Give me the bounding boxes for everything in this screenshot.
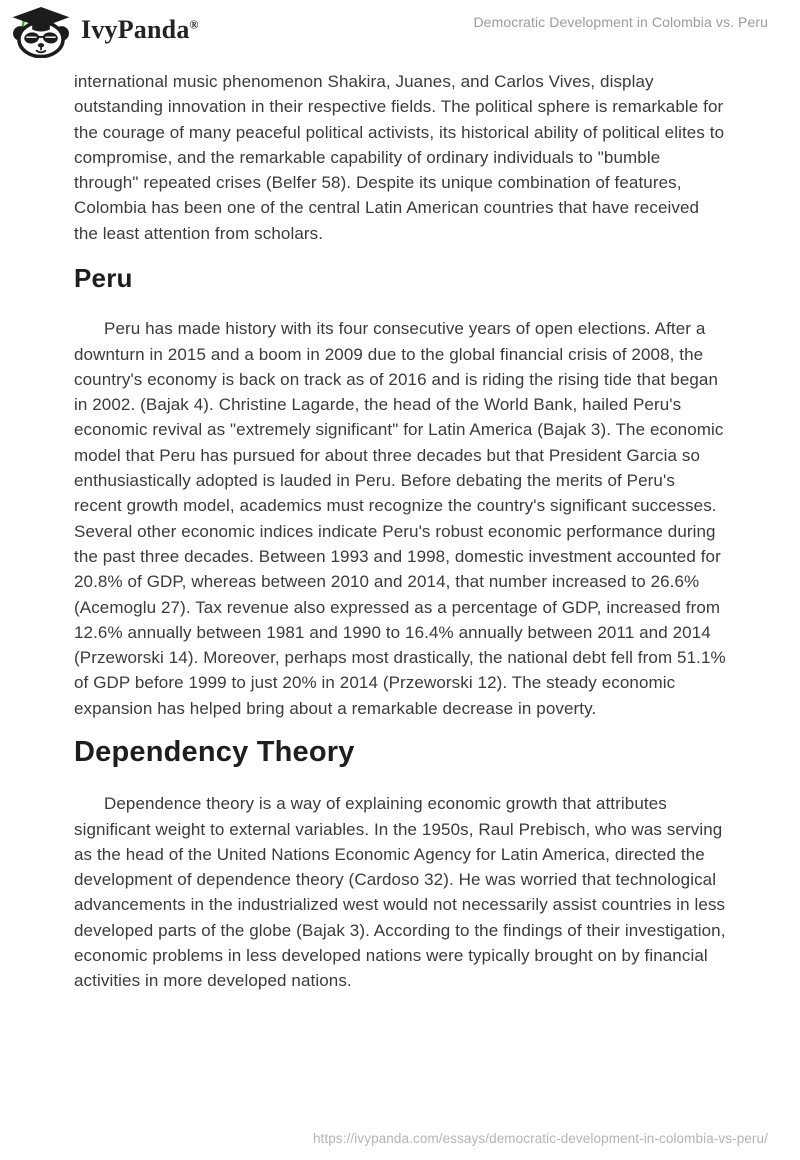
intro-paragraph: international music phenomenon Shakira, Juanes, and Carlos Vives, display outstanding innovation in their respective fields. The political sphere is remarkable for the courage of many peaceful political activists, its historical ability of political elites to compromise, and the remarkable capability of ordinary individuals to "bumble through" repeated crises (Belfer 58). Despite its unique combination of features, Colombia has been one of the central Latin American countries that have received the least attention from scholars. <box>74 72 725 243</box>
registered-trademark-symbol: ® <box>189 16 199 31</box>
section-heading-peru: Peru <box>74 263 133 294</box>
brand-name-text: IvyPanda <box>81 14 190 44</box>
document-title: Democratic Development in Colombia vs. Peru <box>473 14 768 30</box>
peru-paragraph: Peru has made history with its four consecutive years of open elections. After a downturn in 2015 and a boom in 2009 due to the global financial crisis of 2008, the country's economy is back on track as of 2016 and is riding the rising tide that began in 2002. (Bajak 4). Christine Lagarde, the head of the World Bank, hailed Peru's economic revival as "extremely significant" for Latin America (Bajak 3). The economic model that Peru has pursued for about three decades but that President Garcia so enthusiastically adopted is lauded in Peru. Before debating the merits of Peru's recent growth model, academics must recognize the country's significant successes. Several other economic indices indicate Peru's robust economic performance during the past three decades. Between 1993 and 1998, domestic investment accounted for 20.8% of GDP, whereas between 2010 and 2014, that number increased to 26.6% (Acemoglu 27). Tax revenue also expressed as a percentage of GDP, increased from 12.6% annually between 1981 and 1990 to 16.4% annually between 2011 and 2014 (Przeworski 14). Moreover, perhaps most drastically, the national debt fell from 51.1% of GDP before 1999 to just 20% in 2014 (Przeworski 12). The steady economic expansion has helped bring about a remarkable decrease in poverty. <box>74 319 726 718</box>
section-heading-dependency-theory: Dependency Theory <box>74 736 355 769</box>
dependency-theory-paragraph: Dependence theory is a way of explaining economic growth that attributes significant weight to external variables. In the 1950s, Raul Prebisch, who was serving as the head of the United Nations Economic Agency for Latin America, directed the development of dependence theory (Cardoso 32). He was worried that technological advancements in the industrialized west would not necessarily assist countries in less developed parts of the globe (Bajak 3). According to the findings of their investigation, economic problems in less developed nations were typically brought on by financial activities in more developed nations. <box>74 794 726 991</box>
source-url: https://ivypanda.com/essays/democratic-development-in-colombia-vs-peru/ <box>312 1131 768 1146</box>
